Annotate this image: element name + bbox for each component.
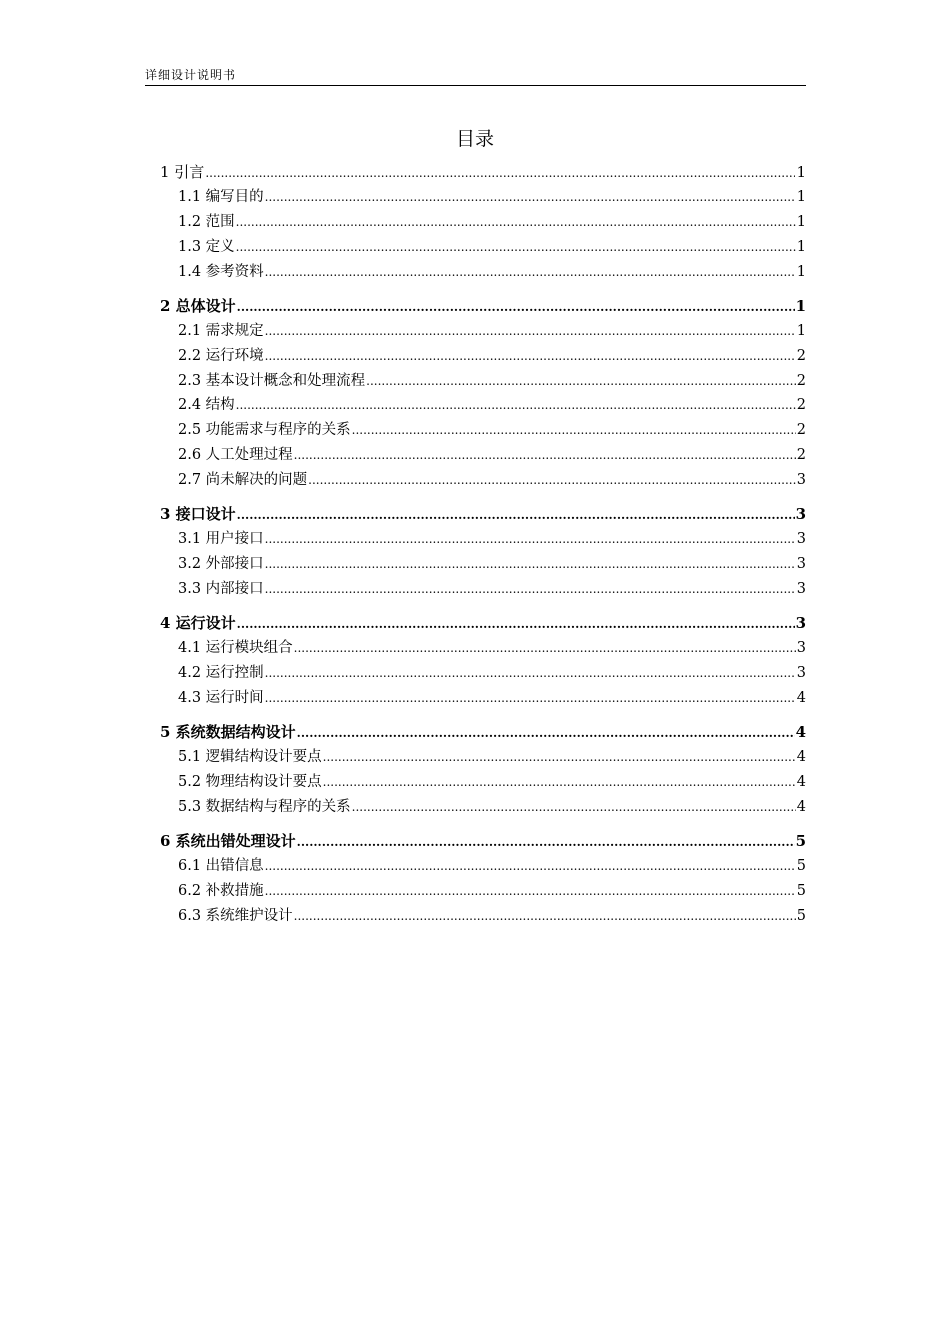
toc-entry-page: 3 [796, 581, 806, 598]
toc-section-entry[interactable] [160, 854, 806, 879]
toc-entry-page: 4 [796, 749, 806, 766]
toc-section-entry[interactable] [160, 527, 806, 552]
toc-dot-leader [265, 577, 796, 602]
toc-section-entry[interactable] [160, 369, 806, 394]
toc-dot-leader [265, 879, 796, 904]
toc-section-entry[interactable] [160, 443, 806, 468]
toc-section-entry[interactable] [160, 210, 806, 235]
toc-title: 目录 [455, 128, 494, 150]
toc-entry-label: 4 运行设计 [160, 614, 236, 633]
toc-dot-leader [265, 319, 796, 344]
toc-entry-label: 1.3 定义 [178, 238, 235, 255]
toc-dot-leader [294, 904, 796, 929]
toc-entry-page: 1 [796, 263, 806, 280]
toc-section-entry[interactable] [160, 235, 806, 260]
toc-entry-page: 3 [796, 665, 806, 682]
toc-chapter-entry[interactable] [160, 829, 806, 854]
toc-entry-page: 2 [796, 447, 806, 464]
page-header [145, 66, 806, 86]
toc-dot-leader [297, 830, 795, 855]
toc-entry-label: 2.3 基本设计概念和处理流程 [178, 372, 366, 389]
toc-entry-label: 1.1 编写目的 [178, 188, 264, 205]
toc-section-entry[interactable] [160, 468, 806, 493]
toc-dot-leader [237, 295, 795, 320]
toc-section-entry[interactable] [160, 393, 806, 418]
toc-section-entry[interactable] [160, 636, 806, 661]
toc-dot-leader [265, 686, 796, 711]
toc-dot-leader [237, 612, 795, 637]
toc-entry-page: 2 [796, 372, 806, 389]
toc-chapter-entry[interactable] [160, 611, 806, 636]
toc-section-entry[interactable] [160, 319, 806, 344]
toc-entry-page: 1 [796, 213, 806, 230]
toc-chapter-entry[interactable] [160, 294, 806, 319]
toc-entry-page: 2 [796, 422, 806, 439]
toc-entry-page: 3 [795, 614, 806, 633]
toc-entry-label: 3.1 用户接口 [178, 531, 264, 548]
toc-entry-label: 6.1 出错信息 [178, 858, 264, 875]
toc-entry-label: 5.3 数据结构与程序的关系 [178, 798, 351, 815]
toc-dot-leader [323, 770, 796, 795]
toc-dot-leader [366, 369, 796, 394]
toc-entry-page: 1 [796, 322, 806, 339]
toc-section-entry[interactable] [160, 770, 806, 795]
toc-section-entry[interactable] [160, 418, 806, 443]
toc-section-entry[interactable] [160, 745, 806, 770]
toc-section-entry[interactable] [160, 795, 806, 820]
toc-dot-leader [265, 661, 796, 686]
toc-entry-label: 5 系统数据结构设计 [160, 723, 296, 742]
toc-entry-page: 1 [796, 238, 806, 255]
toc-dot-leader [297, 721, 795, 746]
toc-dot-leader [236, 393, 796, 418]
toc-entry-label: 5.1 逻辑结构设计要点 [178, 749, 322, 766]
toc-entry-label: 1.4 参考资料 [178, 263, 264, 280]
toc-chapter-entry[interactable] [160, 160, 806, 185]
toc-chapter-entry[interactable] [160, 720, 806, 745]
toc-entry-label: 4.1 运行模块组合 [178, 640, 293, 657]
toc-entry-page: 1 [796, 188, 806, 205]
toc-dot-leader [265, 344, 796, 369]
toc-entry-label: 2.2 运行环境 [178, 347, 264, 364]
toc-dot-leader [352, 418, 796, 443]
toc-dot-leader [265, 185, 796, 210]
toc-entry-page: 3 [795, 505, 806, 524]
toc-section-entry[interactable] [160, 552, 806, 577]
toc-entry-label: 5.2 物理结构设计要点 [178, 774, 322, 791]
toc-entry-page: 5 [796, 883, 806, 899]
toc-entry-page: 5 [796, 858, 806, 875]
toc-section-entry[interactable] [160, 904, 806, 929]
toc-section-entry[interactable] [160, 260, 806, 285]
toc-dot-leader [236, 235, 796, 260]
toc-entry-label: 1 引言 [160, 163, 205, 181]
toc-entry-page: 5 [795, 832, 806, 851]
toc-entry-page: 2 [796, 397, 806, 414]
toc-dot-leader [236, 210, 796, 235]
toc-section-entry[interactable] [160, 185, 806, 210]
toc-entry-label: 2 总体设计 [160, 296, 236, 315]
toc-entry-label: 6.2 补救措施 [178, 883, 264, 899]
toc-entry-page: 4 [795, 723, 806, 742]
toc-entry-label: 2.4 结构 [178, 397, 235, 414]
document-title: 详细设计说明书 [145, 68, 237, 82]
toc-dot-leader [265, 260, 796, 285]
table-of-contents [160, 160, 806, 929]
toc-entry-page: 4 [796, 774, 806, 791]
toc-chapter-entry[interactable] [160, 502, 806, 527]
toc-dot-leader [323, 745, 796, 770]
toc-entry-page: 3 [796, 472, 806, 489]
toc-entry-page: 4 [796, 689, 806, 706]
toc-entry-page: 4 [796, 798, 806, 815]
toc-section-entry[interactable] [160, 344, 806, 369]
toc-entry-page: 5 [796, 907, 806, 924]
toc-entry-label: 6 系统出错处理设计 [160, 832, 296, 851]
toc-entry-label: 3.3 内部接口 [178, 581, 264, 598]
toc-section-entry[interactable] [160, 686, 806, 711]
toc-dot-leader [205, 161, 795, 186]
toc-entry-label: 6.3 系统维护设计 [178, 907, 293, 924]
toc-dot-leader [265, 552, 796, 577]
toc-dot-leader [352, 795, 796, 820]
toc-entry-label: 2.5 功能需求与程序的关系 [178, 422, 351, 439]
toc-entry-label: 4.2 运行控制 [178, 665, 264, 682]
toc-section-entry[interactable] [160, 661, 806, 686]
toc-entry-label: 3 接口设计 [160, 505, 236, 524]
toc-entry-label: 1.2 范围 [178, 213, 235, 230]
toc-entry-label: 2.1 需求规定 [178, 322, 264, 339]
toc-entry-label: 2.7 尚未解决的问题 [178, 472, 308, 489]
toc-entry-label: 4.3 运行时间 [178, 689, 264, 706]
toc-entry-page: 3 [796, 531, 806, 548]
toc-section-entry[interactable] [160, 879, 806, 904]
toc-dot-leader [308, 468, 796, 493]
toc-dot-leader [294, 443, 796, 468]
toc-dot-leader [294, 636, 796, 661]
toc-entry-page: 1 [795, 296, 806, 315]
toc-dot-leader [237, 503, 795, 528]
toc-entry-label: 3.2 外部接口 [178, 556, 264, 573]
toc-entry-page: 2 [796, 347, 806, 364]
toc-entry-page: 3 [796, 556, 806, 573]
toc-dot-leader [265, 527, 796, 552]
toc-entry-page: 1 [796, 163, 806, 181]
toc-entry-label: 2.6 人工处理过程 [178, 447, 293, 464]
toc-section-entry[interactable] [160, 577, 806, 602]
toc-dot-leader [265, 854, 796, 879]
toc-entry-page: 3 [796, 640, 806, 657]
